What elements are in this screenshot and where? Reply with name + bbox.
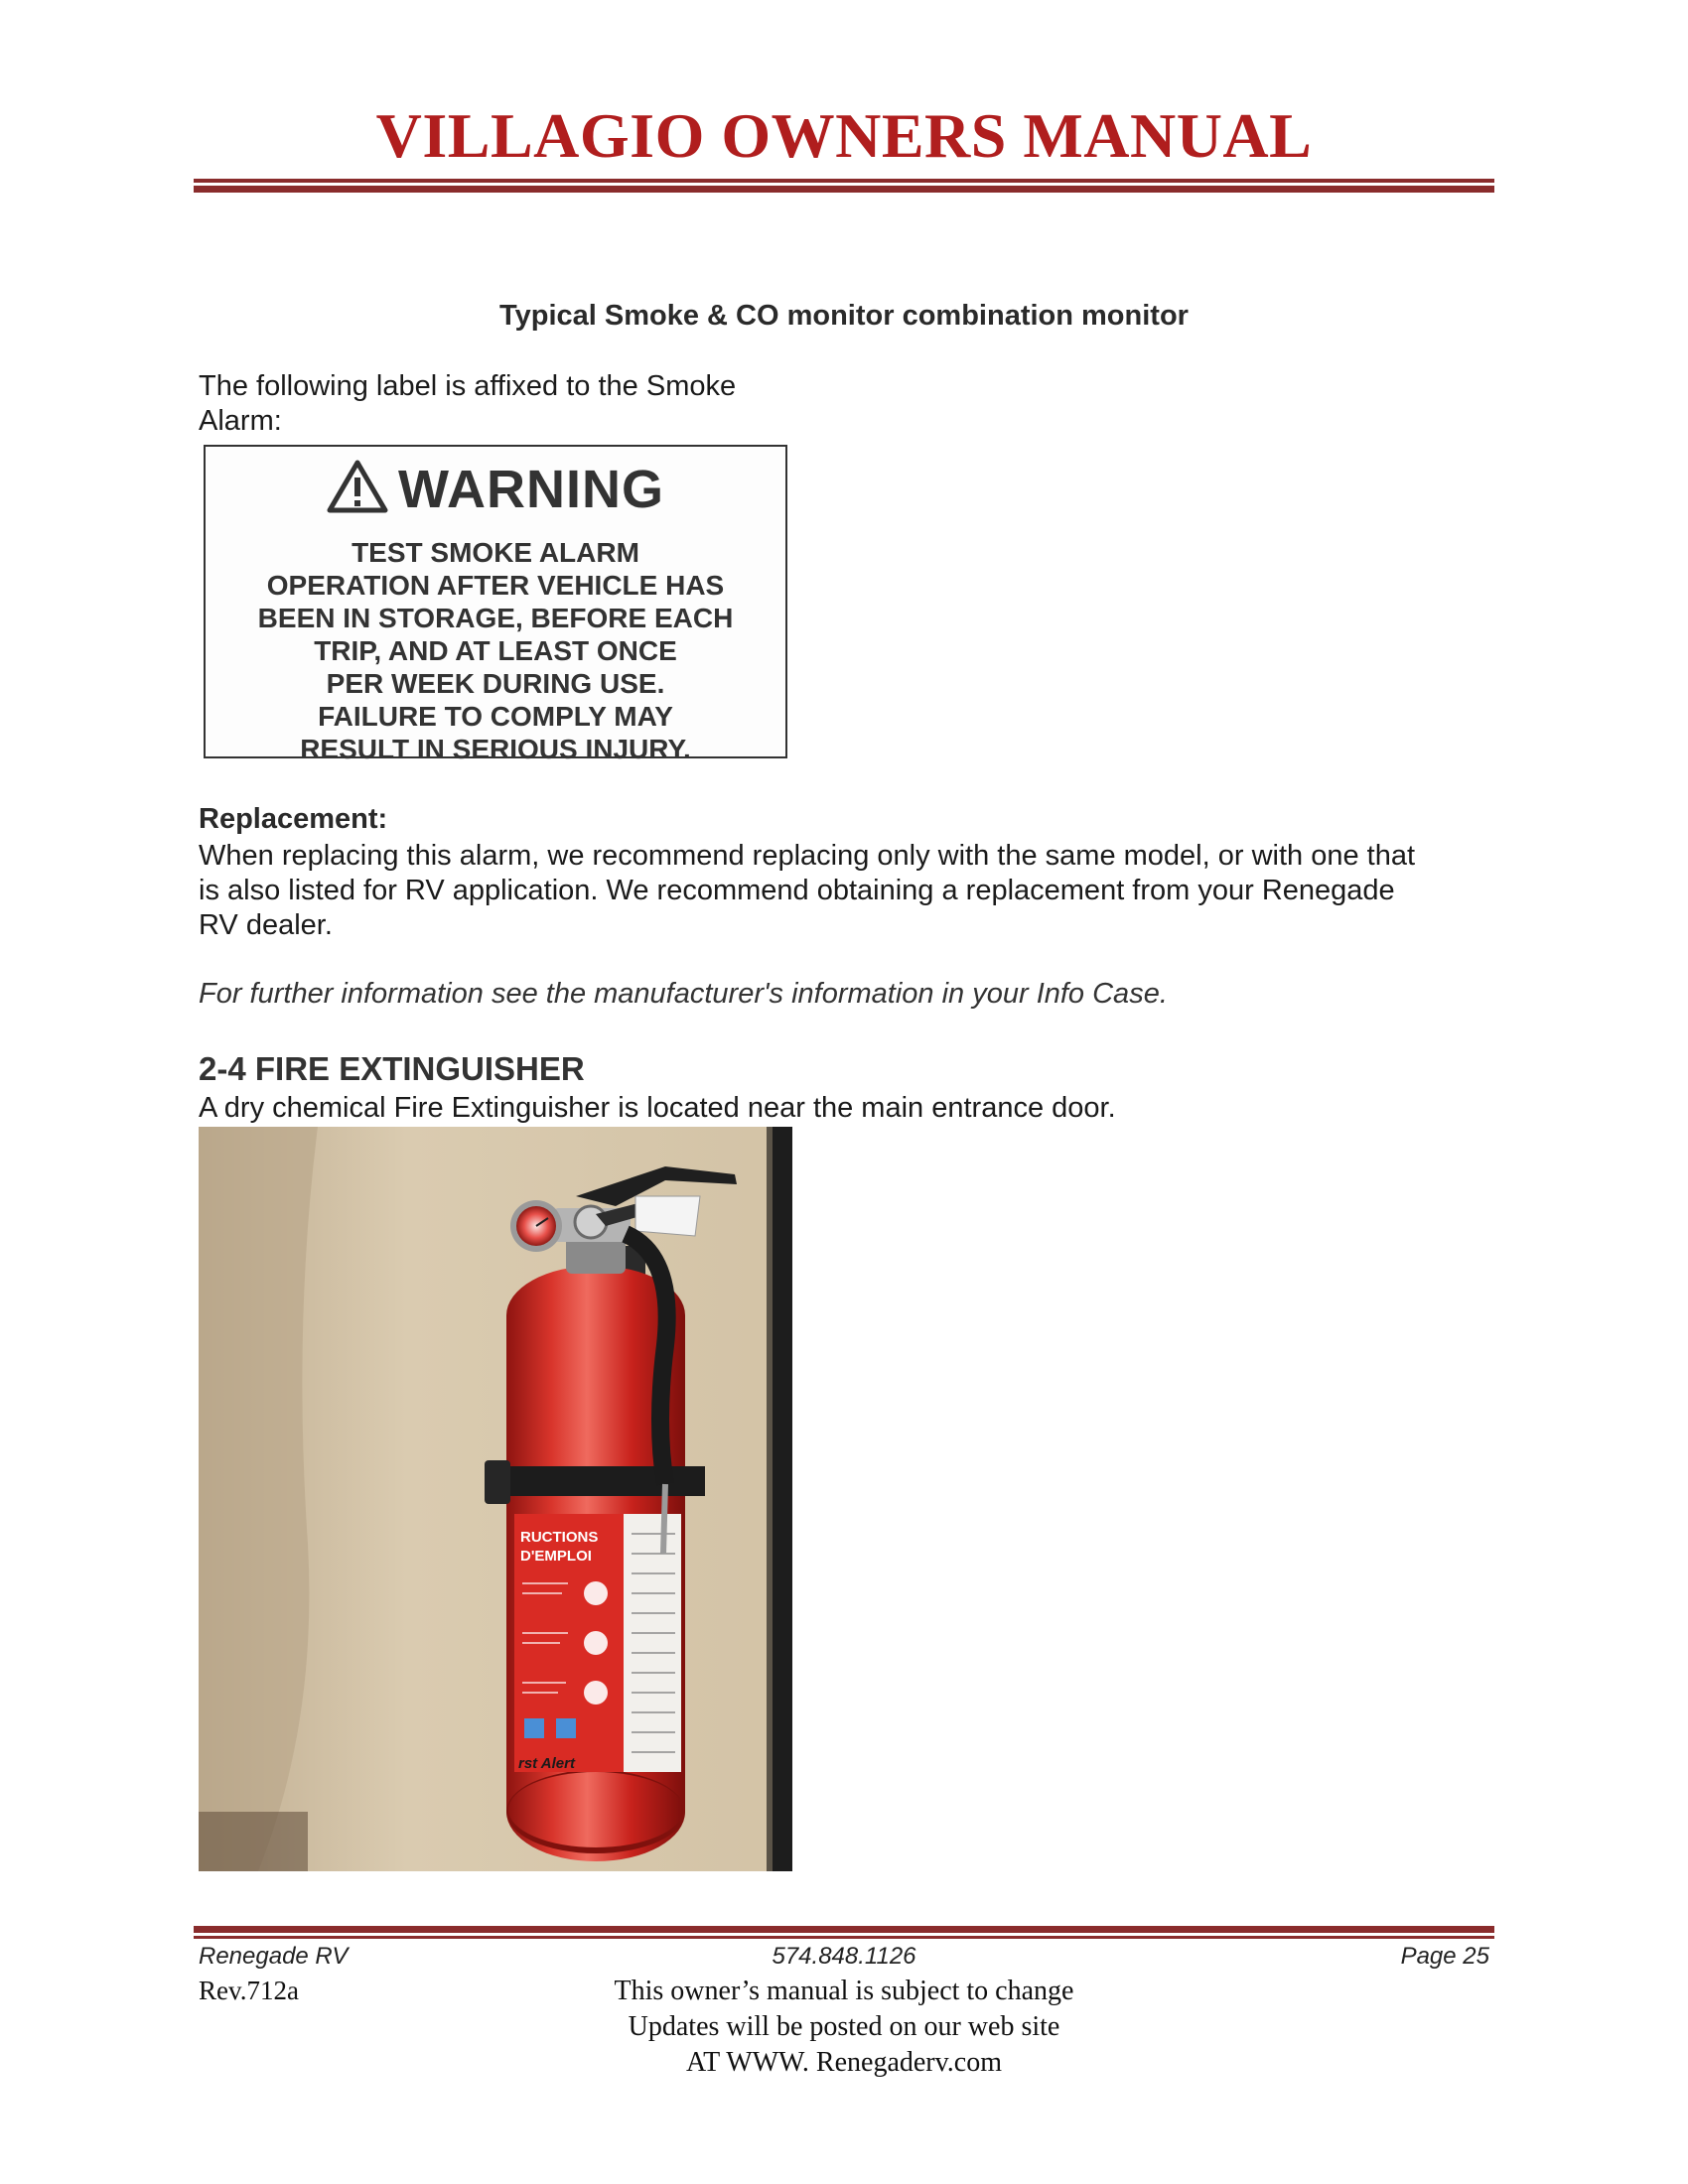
intro-line-1: The following label is affixed to the Smoke [199, 370, 737, 402]
warning-line: OPERATION AFTER VEHICLE HAS [266, 570, 725, 601]
footer-note-line-1: This owner’s manual is subject to change [614, 1976, 1074, 2006]
warning-line: RESULT IN SERIOUS INJURY. [300, 734, 691, 764]
warning-line: TRIP, AND AT LEAST ONCE [314, 635, 677, 666]
footer-page-number: Page 25 [1400, 1943, 1489, 1970]
further-info-note: For further information see the manufacturer's information in your Info Case. [199, 978, 1168, 1010]
replacement-line-3: RV dealer. [199, 909, 333, 941]
photo-label-line-1: RUCTIONS [520, 1529, 599, 1546]
replacement-line-2: is also listed for RV application. We recommend obtaining a replacement from your Renegade [199, 875, 1395, 906]
footer-note-line-3: AT WWW. Renegaderv.com [685, 2047, 1003, 2078]
footer-note-line-2: Updates will be posted on our web site [628, 2011, 1060, 2042]
photo-brand-text: rst Alert [518, 1755, 575, 1772]
replacement-paragraph [199, 839, 1499, 943]
warning-line: FAILURE TO COMPLY MAY [318, 701, 673, 732]
replacement-line-1: When replacing this alarm, we recommend replacing only with the same model, or with one that [199, 840, 1416, 872]
warning-text [206, 536, 785, 765]
warning-heading-text: WARNING [398, 460, 664, 519]
warning-label [204, 445, 787, 764]
fire-extinguisher-photo [199, 1127, 792, 1871]
footer-note [0, 1974, 1688, 2081]
warning-line: TEST SMOKE ALARM [352, 537, 639, 568]
footer-rule-thin [194, 1936, 1494, 1939]
intro-line-2: Alarm: [199, 405, 282, 437]
warning-triangle-icon [327, 460, 388, 526]
figure-caption: Typical Smoke & CO monitor combination monitor [499, 300, 1189, 332]
warning-heading [206, 459, 785, 526]
footer-revision: Rev.712a [199, 1976, 299, 2005]
footer-company: Renegade RV [199, 1943, 349, 1970]
section-heading: 2-4 FIRE EXTINGUISHER [199, 1050, 585, 1087]
header-rule-thin [194, 179, 1494, 183]
warning-line: PER WEEK DURING USE. [326, 668, 665, 699]
warning-line: BEEN IN STORAGE, BEFORE EACH [257, 603, 734, 633]
header-rule-thick [194, 186, 1494, 193]
footer-phone: 574.848.1126 [772, 1943, 916, 1970]
replacement-label: Replacement: [199, 803, 388, 835]
page-title: VILLAGIO OWNERS MANUAL [375, 100, 1313, 171]
photo-label-line-2: D'EMPLOI [520, 1548, 592, 1565]
intro-text [199, 369, 794, 439]
section-description: A dry chemical Fire Extinguisher is located near the main entrance door. [199, 1092, 1116, 1124]
footer-rule-thick [194, 1926, 1494, 1933]
